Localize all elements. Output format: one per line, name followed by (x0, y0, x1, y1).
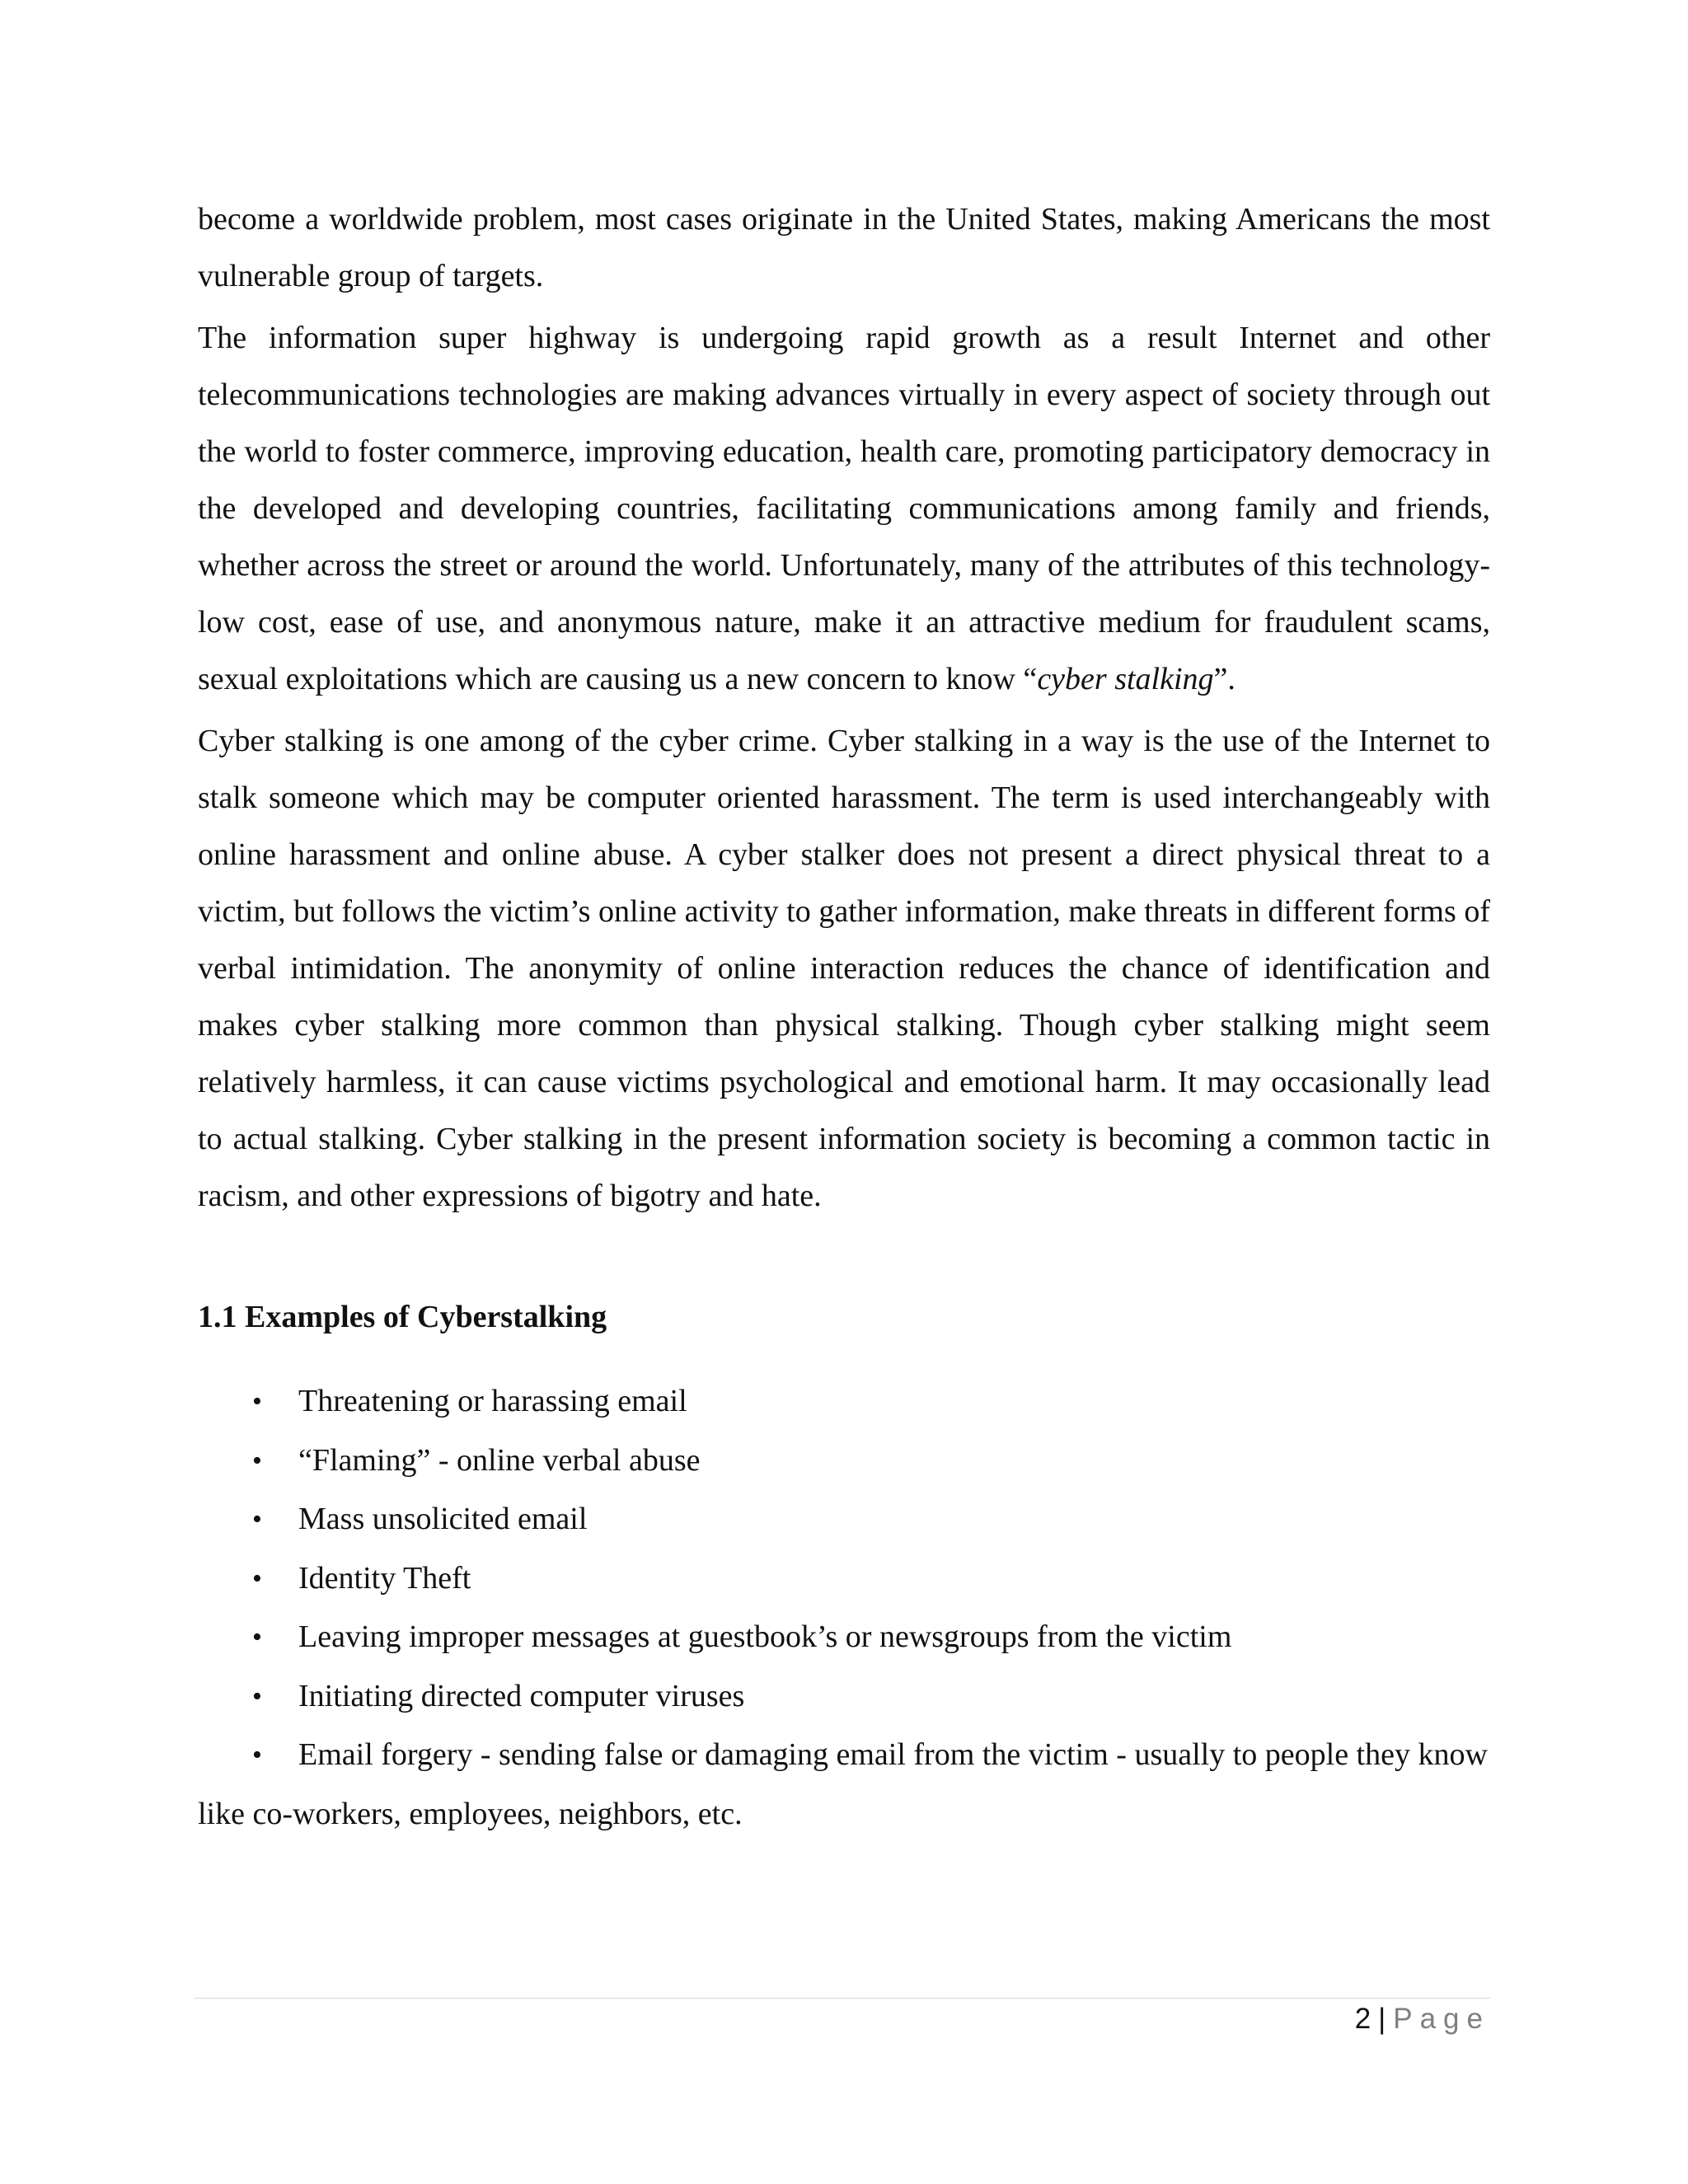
list-item (198, 1726, 1490, 1844)
footer-divider (195, 1998, 1490, 1999)
examples-list (198, 1372, 1490, 1844)
bullet-icon: • (252, 1445, 262, 1476)
italic-term: cyber stalking (1037, 662, 1214, 696)
list-item (198, 1608, 1490, 1667)
list-item-text: “Flaming” - online verbal abuse (298, 1442, 701, 1478)
list-item-text: Identity Theft (298, 1560, 471, 1596)
bullet-icon: • (252, 1622, 262, 1652)
bullet-icon: • (252, 1680, 262, 1712)
paragraph-text-end: ”. (1213, 662, 1236, 696)
list-item-text: Email forgery - sending false or damaging email from the victim - usually to people they know like co-workers, employees, neighbors, etc. (198, 1737, 1488, 1831)
paragraph-text: The information super highway is undergoing rapid growth as a result Internet and other telecommunications technologies are making advances virtually in every aspect of society through out the world to foster commerce, improving education, health care, promoting participatory democracy in the developed and developing countries, facilitating communications among family and friends, whether across the street or around the world. Unfortunately, many of the attributes of this technology- low cost, ease of use, and anonymous nature, make it an attractive medium for fraudulent scams, sexual exploitations which are causing us a new concern to know “ (198, 321, 1490, 696)
list-item-text: Mass unsolicited email (298, 1502, 588, 1536)
bullet-icon: • (252, 1563, 262, 1594)
bullet-icon: • (252, 1386, 262, 1417)
page-number: 2 (1354, 2003, 1372, 2035)
section-heading: 1.1 Examples of Cyberstalking (198, 1300, 607, 1334)
list-item-text: Threatening or harassing email (298, 1384, 687, 1418)
bullet-icon: • (252, 1740, 262, 1770)
footer-separator: | (1378, 2003, 1387, 2035)
paragraph-information-highway (198, 310, 1490, 708)
list-item (198, 1372, 1490, 1432)
paragraph-intro-continuation: become a worldwide problem, most cases originate in the United States, making Americans the most vulnerable group of targets. (198, 202, 1490, 293)
page-body (198, 191, 1490, 1844)
bullet-icon: • (252, 1504, 262, 1535)
list-item (198, 1549, 1490, 1609)
list-item (198, 1490, 1490, 1549)
list-item (198, 1432, 1490, 1491)
page-footer (1355, 2003, 1490, 2036)
paragraph-cyber-stalking-definition: Cyber stalking is one among of the cyber crime. Cyber stalking in a way is the use of the Internet to stalk someone which may be computer oriented harassment. The term is used interchangeably with online harassment and online abuse. A cyber stalker does not present a direct physical threat to a victim, but follows the victim’s online activity to gather information, make threats in different forms of verbal intimidation. The anonymity of online interaction reduces the chance of identification and makes cyber stalking more common than physical stalking. Though cyber stalking might seem relatively harmless, it can cause victims psychological and emotional harm. It may occasionally lead to actual stalking. Cyber stalking in the present information society is becoming a common tactic in racism, and other expressions of bigotry and hate. (198, 724, 1490, 1213)
page-label: Page (1393, 2003, 1490, 2035)
list-item (198, 1667, 1490, 1727)
list-item-text: Initiating directed computer viruses (298, 1678, 745, 1713)
bullet-lead (198, 1726, 298, 1785)
list-item-text: Leaving improper messages at guestbook’s or newsgroups from the victim (298, 1619, 1232, 1654)
